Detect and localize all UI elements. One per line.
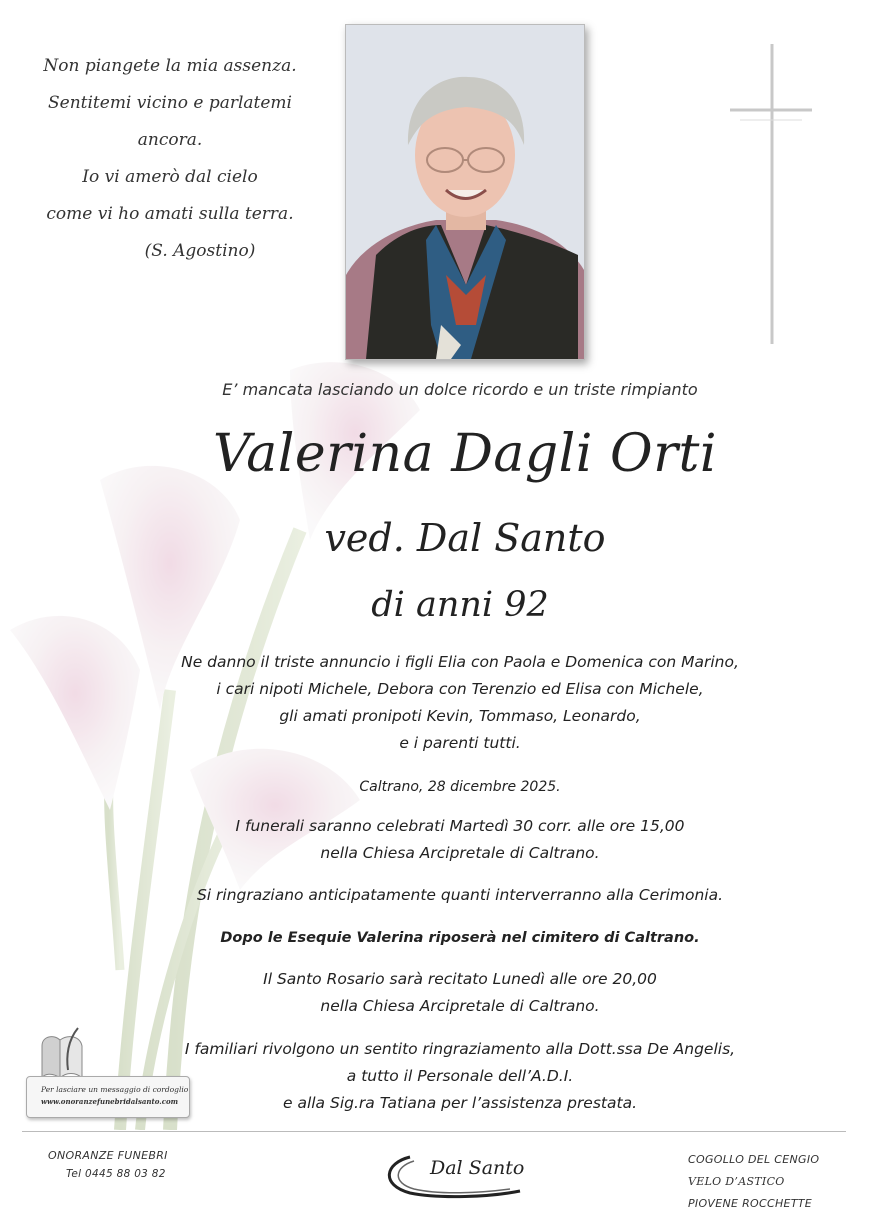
announcement-line: Ne danno il triste annuncio i figli Elia con Paola e Domenica con Marino, — [181, 653, 739, 671]
poem-line: Sentitemi vicino e parlatemi ancora. — [48, 93, 292, 150]
gratitude-line: a tutto il Personale dell’A.D.I. — [346, 1067, 574, 1085]
deceased-name: Valerina Dagli Orti — [213, 424, 717, 484]
location-line: VELO D’ASTICO — [688, 1175, 785, 1188]
poem-author: (S. Agostino) — [144, 241, 256, 261]
gratitude-line: I familiari rivolgono un sentito ringraziamento alla Dott.ssa De Angelis, — [184, 1040, 736, 1058]
funeral-line: I funerali saranno celebrati Martedì 30 corr. alle ore 15,00 — [235, 817, 685, 835]
burial-text: Dopo le Esequie Valerina riposerà nel cimitero di Caltrano. — [220, 930, 700, 946]
poem-line: Io vi amerò dal cielo — [82, 167, 258, 187]
gratitude-text — [140, 1036, 780, 1117]
guestbook-caption: Per lasciare un messaggio di cordoglio — [41, 1085, 189, 1094]
funeral-home-label: ONORANZE FUNEBRI — [48, 1149, 168, 1162]
footer-left — [48, 1149, 168, 1180]
guestbook-tag — [26, 1076, 190, 1118]
deceased-age: di anni 92 — [371, 585, 549, 625]
logo-wordmark: Dal Santo — [430, 1157, 525, 1179]
poem-line: come vi ho amati sulla terra. — [46, 204, 294, 224]
gratitude-line: e alla Sig.ra Tatiana per l’assistenza prestata. — [282, 1094, 638, 1112]
announcement-line: gli amati pronipoti Kevin, Tommaso, Leonardo, — [279, 707, 641, 725]
poem-line: Non piangete la mia assenza. — [43, 56, 297, 76]
poem-quote — [20, 48, 320, 270]
place-date: Caltrano, 28 dicembre 2025. — [359, 779, 561, 795]
phone-number: Tel 0445 88 03 82 — [66, 1168, 166, 1180]
intro-text: E’ mancata lasciando un dolce ricordo e un triste rimpianto — [222, 380, 698, 399]
widow-of: ved. Dal Santo — [324, 516, 606, 560]
rosary-line: nella Chiesa Arcipretale di Caltrano. — [320, 997, 600, 1015]
funeral-line: nella Chiesa Arcipretale di Caltrano. — [320, 844, 600, 862]
cross-icon — [730, 44, 812, 344]
quill-scroll-icon — [38, 1026, 86, 1082]
guestbook-url: www.onoranzefunebridalsanto.com — [41, 1097, 179, 1106]
footer-right — [688, 1149, 819, 1215]
dal-santo-logo — [380, 1145, 525, 1205]
location-line: PIOVENE ROCCHETTE — [688, 1197, 813, 1210]
location-line: COGOLLO DEL CENGIO — [688, 1153, 820, 1166]
rosary-info — [140, 966, 780, 1020]
footer-divider — [22, 1131, 846, 1132]
thanks-text: Si ringraziano anticipatamente quanti interverranno alla Cerimonia. — [196, 886, 724, 904]
portrait-image — [346, 25, 584, 359]
portrait-photo — [345, 24, 585, 360]
condolence-guestbook-link[interactable] — [26, 1026, 192, 1118]
rosary-line: Il Santo Rosario sarà recitato Lunedì alle ore 20,00 — [263, 970, 657, 988]
funeral-info — [140, 813, 780, 867]
announcement-line: i cari nipoti Michele, Debora con Terenzio ed Elisa con Michele, — [216, 680, 704, 698]
announcement-text — [140, 649, 780, 757]
announcement-line: e i parenti tutti. — [399, 734, 521, 752]
